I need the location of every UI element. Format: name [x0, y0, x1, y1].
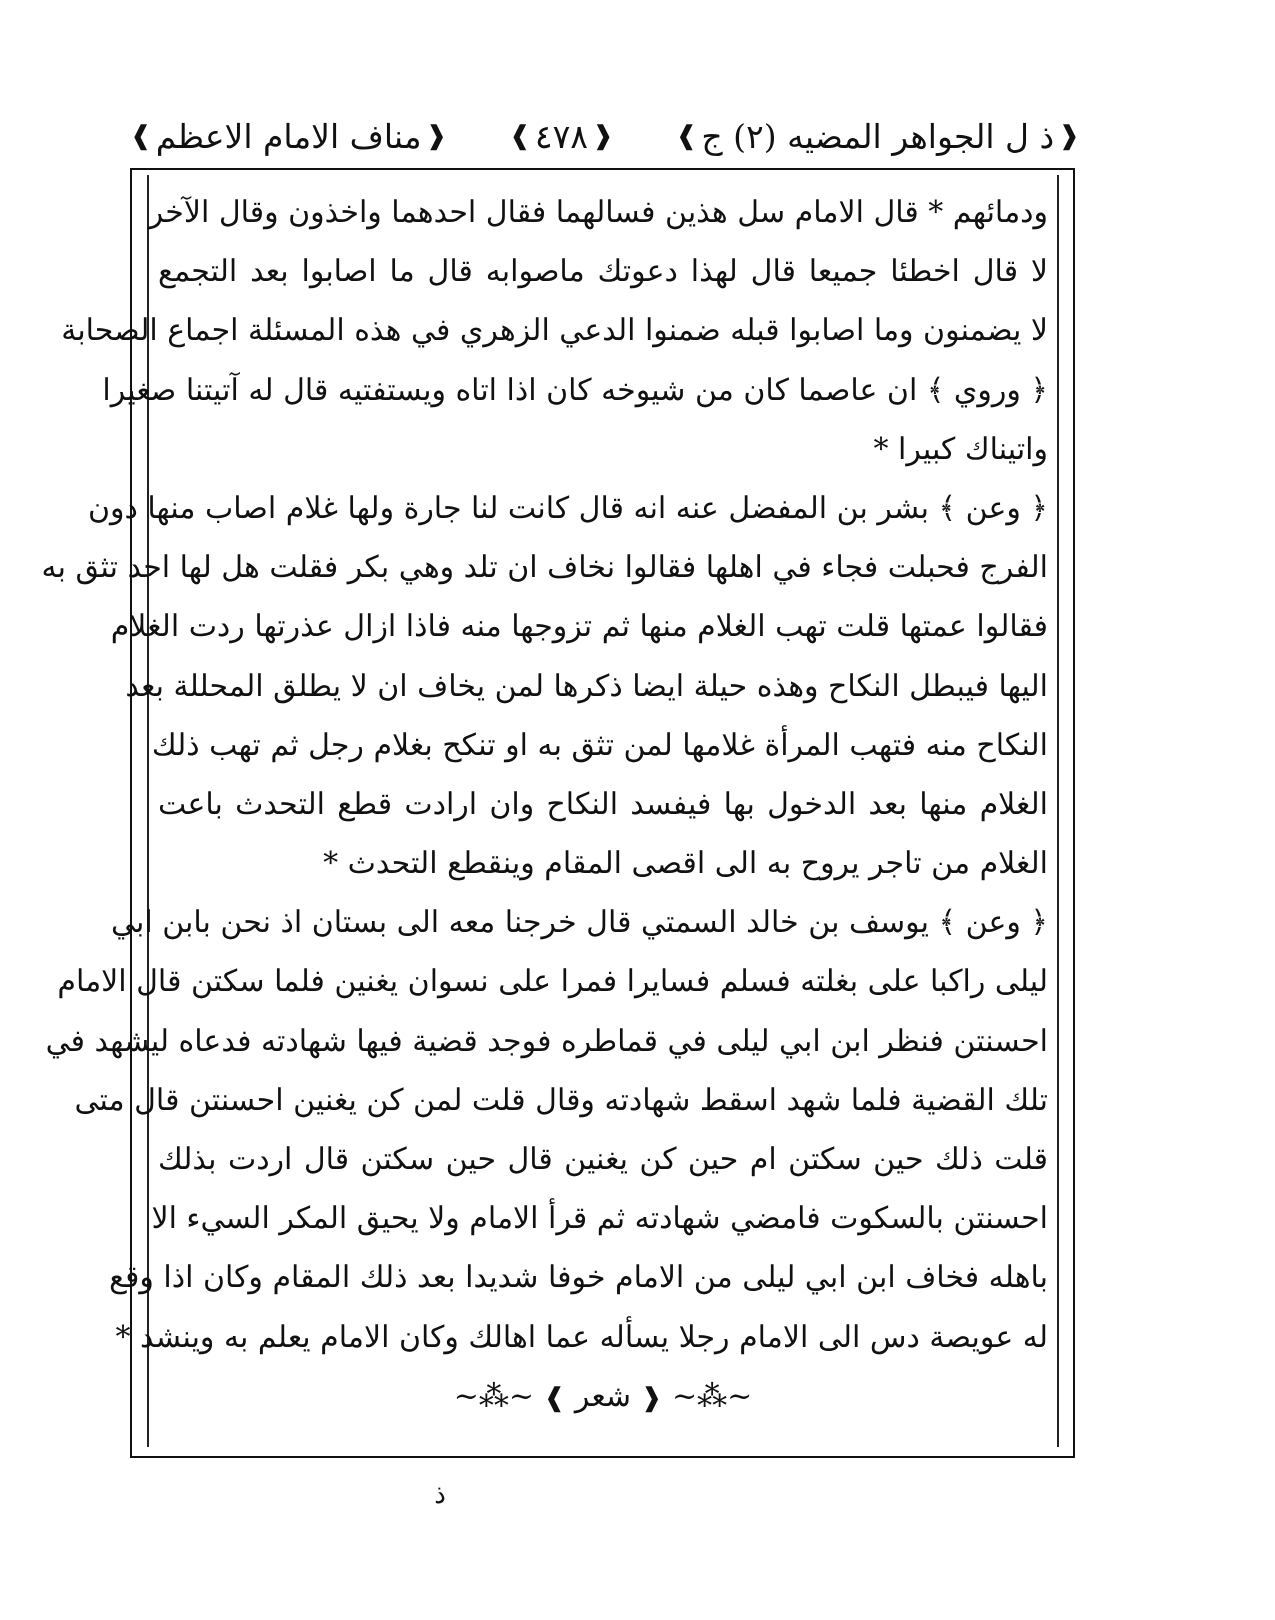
ornament-bracket-icon: ❱: [543, 1382, 566, 1413]
text-line: واتيناك كبيرا *: [873, 431, 1048, 467]
text-line: احسنتن فنظر ابن ابي ليلى في قماطره فوجد قضية فيها شهادته فدعاه ليشهد في: [45, 1023, 1048, 1059]
running-header: [130, 108, 1080, 164]
text-line: ﴿ وعن ﴾ بشر بن المفضل عنه انه قال كانت لنا جارة ولها غلام اصاب منها دون: [88, 490, 1048, 526]
text-line: باهله فخاف ابن ابي ليلى من الامام خوفا شديدا بعد ذلك المقام وكان اذا وقع: [109, 1260, 1048, 1296]
text-line: لا قال اخطئا جميعا قال لهذا دعوتك ماصوابه قال ما اصابوا بعد التجمع: [158, 254, 1048, 290]
ornament-bracket-icon: ❱: [130, 121, 152, 151]
page-number: ٤٧٨: [534, 116, 589, 156]
ornament-bracket-icon: ❰: [1058, 121, 1080, 151]
text-line: لا يضمنون وما اصابوا قبله ضمنوا الدعي الزهري في هذه المسئلة اجماع الصحابة: [61, 313, 1048, 349]
poem-heading: شعر: [574, 1378, 632, 1414]
ornament-bracket-icon: ❰: [592, 121, 614, 151]
header-section-title: [130, 117, 447, 156]
text-line: له عويصة دس الى الامام رجلا يسأله عما اهالك وكان الامام يعلم به وينشد *: [115, 1319, 1048, 1355]
text-line: الفرج فحبلت فجاء في اهلها فقالوا نخاف ان تلد وهي بكر فقلت هل لها احد تثق به: [41, 550, 1048, 586]
flourish-right-icon: ~⁂~: [453, 1378, 535, 1414]
section-title: مناف الامام الاعظم: [155, 116, 422, 156]
text-line: النكاح منه فتهب المرأة غلامها لمن تثق به او تنكح بغلام رجل ثم تهب ذلك: [151, 727, 1048, 763]
book-title: ذ ل الجواهر المضيه (٢) ج: [701, 116, 1055, 156]
text-line: قلت ذلك حين سكتن ام حين كن يغنين قال حين سكتن قال اردت بذلك: [158, 1142, 1048, 1177]
text-line: الغلام من تاجر يروح به الى اقصى المقام وينقطع التحدث *: [323, 846, 1048, 882]
text-line: اليها فيبطل النكاح وهذه حيلة ايضا ذكرها لمن يخاف ان لا يطلق المحللة بعد: [125, 668, 1048, 704]
text-line: ﴿ وعن ﴾ يوسف بن خالد السمتي قال خرجنا معه الى بستان اذ نحن بابن ابي: [110, 905, 1048, 941]
text-line: الغلام منها بعد الدخول بها فيفسد النكاح وان ارادت قطع التحدث باعت: [158, 786, 1048, 822]
text-line: تلك القضية فلما شهد اسقط شهادته وقال قلت لمن كن يغنين احسنتن قال متى: [74, 1082, 1048, 1118]
text-line: ليلى راكبا على بغلته فسلم فسايرا فمرا على نسوان يغنين فلما سكتن قال الامام: [57, 964, 1048, 1000]
body-text: [41, 183, 1048, 1426]
ornament-bracket-icon: ❰: [425, 121, 448, 151]
poem-heading-line: [158, 1367, 1048, 1426]
text-line: ودمائهم * قال الامام سل هذين فسالهما فقال احدهما واخذون وقال الآخر: [148, 195, 1048, 230]
text-line: فقالوا عمتها قلت تهب الغلام منها ثم تزوجها منه فاذا ازال عذرتها ردت الغلام: [110, 609, 1048, 645]
header-page-number: [509, 117, 614, 156]
ornament-bracket-icon: ❱: [509, 121, 531, 151]
text-line: احسنتن بالسكوت فامضي شهادته ثم قرأ الامام ولا يحيق المكر السيء الا: [151, 1201, 1048, 1237]
header-book-title: [676, 117, 1080, 156]
text-line: ﴿ وروي ﴾ ان عاصما كان من شيوخه كان اذا اتاه ويستفتيه قال له آتيتنا صغيرا: [102, 372, 1048, 408]
flourish-left-icon: ~⁂~: [671, 1378, 753, 1414]
ornament-bracket-icon: ❰: [640, 1382, 663, 1413]
signature-mark: ذ: [434, 1480, 446, 1510]
ornament-bracket-icon: ❱: [675, 121, 698, 151]
